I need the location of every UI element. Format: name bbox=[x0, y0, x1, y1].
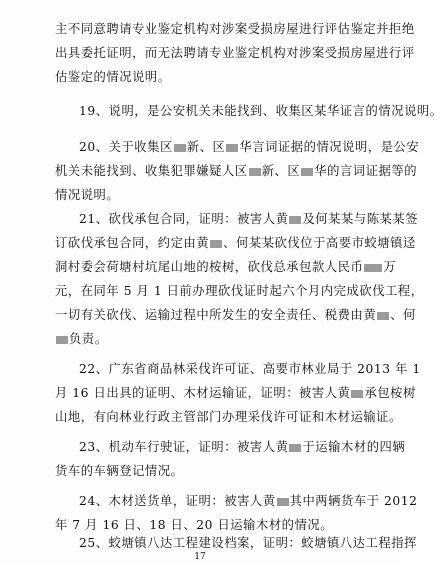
redaction-mark bbox=[174, 144, 186, 152]
text-line: 洞村委会荷塘村坑尾山地的桉树，砍伐总承包款人民币 万 bbox=[55, 260, 397, 274]
text-line: 山地，有向林业行政主管部门办理采伐许可证和木材运输证。 bbox=[55, 410, 402, 424]
text-line: 20、关于收集区 新、区 华言词证据的情况说明，是公安 bbox=[79, 140, 420, 154]
text-line: 24、木材送货单，证明：被害人黄 其中两辆货车于 2012 bbox=[79, 494, 418, 508]
redaction-mark bbox=[210, 240, 222, 248]
text-line: 货车的车辆登记情况。 bbox=[55, 464, 184, 478]
text-line: 月 16 日出具的证明、木材运输证，证明：被害人黄 承包桉树 bbox=[55, 386, 416, 400]
text-line: 元，在同年 5 月 1 日前办理砍伐证时起六个月内完成砍伐工程， bbox=[55, 284, 424, 298]
text-line: 主不同意聘请专业鉴定机构对涉案受损房屋进行评估鉴定并拒绝 bbox=[55, 22, 415, 36]
redaction-mark bbox=[289, 444, 301, 452]
redaction-mark bbox=[351, 390, 363, 398]
text-line: 22、广东省商品林采伐许可证、高要市林业局于 2013 年 1 bbox=[79, 362, 421, 376]
text-line: 负责。 bbox=[55, 332, 356, 347]
text-line: 一切有关砍伐、运输过程中所发生的安全责任、税费由黄 、何 bbox=[55, 308, 416, 322]
redaction-mark bbox=[56, 336, 68, 344]
redaction-mark bbox=[249, 168, 261, 176]
redaction-mark bbox=[277, 498, 289, 506]
text-line: 机关未能找到、收集犯罪嫌疑人区 新、区 华的言词证据等的 bbox=[55, 164, 418, 178]
text-line: 19、说明，是公安机关未能找到、收集区某华证言的情况说明。 bbox=[79, 104, 443, 118]
redaction-mark bbox=[301, 168, 313, 176]
text-line: 订砍伐承包合同，约定由黄 、何某某砍伐位于高要市蛟塘镇迳 bbox=[55, 236, 416, 250]
redaction-mark bbox=[377, 312, 389, 320]
redaction-mark bbox=[289, 216, 301, 224]
text-line: 25、蛟塘镇八达工程建设档案，证明：蛟塘镇八达工程指挥 bbox=[79, 536, 417, 550]
text-line: 情况说明。 bbox=[55, 188, 120, 202]
text-line: 出具委托证明，而无法聘请专业鉴定机构对涉案受损房屋进行评 bbox=[55, 46, 415, 60]
redaction-mark bbox=[226, 144, 238, 152]
redaction-mark bbox=[364, 264, 382, 272]
text-line: 21、砍伐承包合同，证明：被害人黄 及何某某与陈某某签 bbox=[79, 212, 419, 226]
text-line: 估鉴定的情况说明。 bbox=[55, 70, 171, 84]
text-line: 23、机动车行驶证，证明：被害人黄 于运输木材的四辆 bbox=[79, 440, 406, 454]
text-line: 年 7 月 16 日、18 日、20 日运输木材的情况。 bbox=[55, 518, 334, 532]
page-number: 17 bbox=[194, 552, 206, 562]
